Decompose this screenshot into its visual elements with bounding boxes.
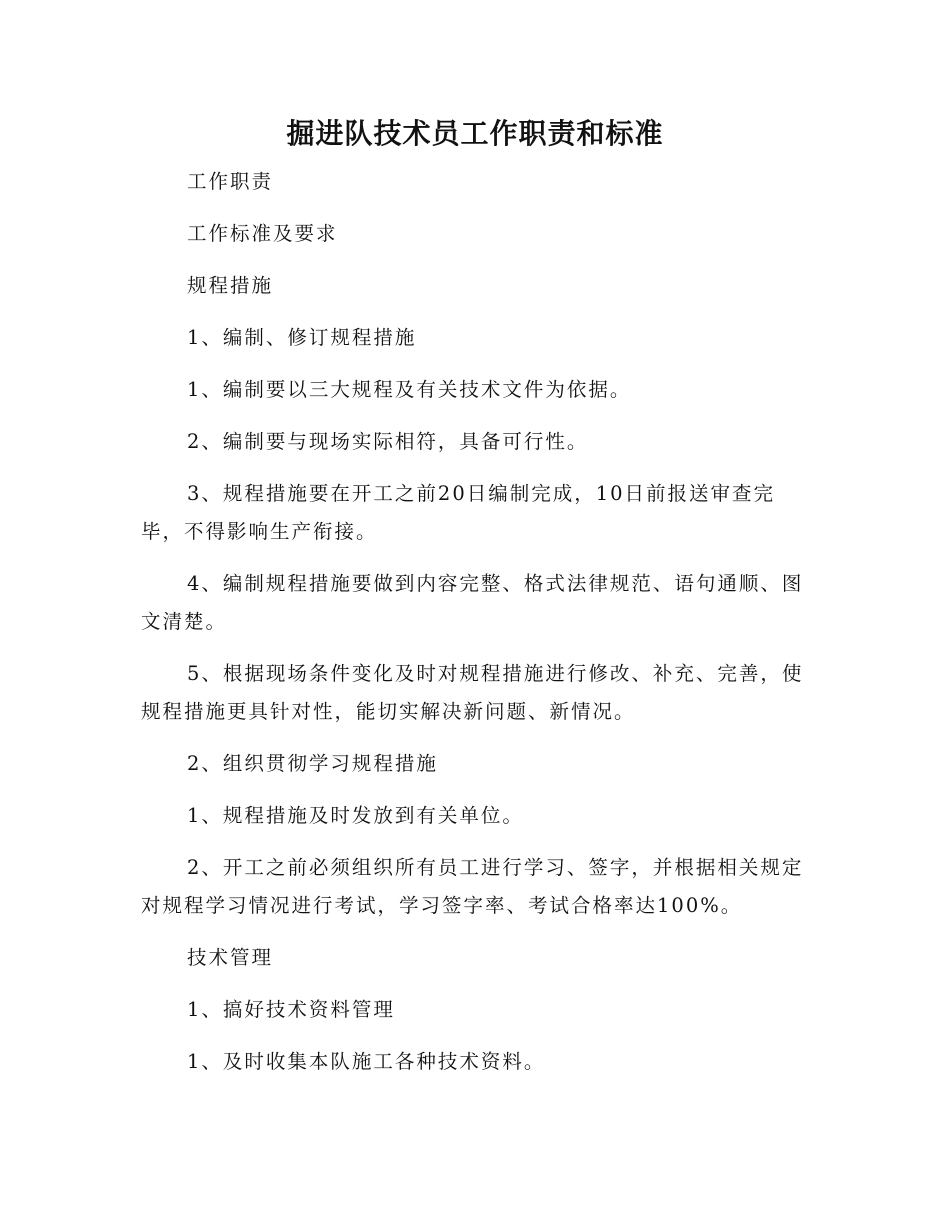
paragraph-heading-tech-management: 技术管理 xyxy=(187,946,274,969)
paragraph-item: 3、规程措施要在开工之前20日编制完成，10日前报送审查完毕，不得影响生产衔接。 xyxy=(141,482,776,543)
paragraph-subheading-compile: 1、编制、修订规程措施 xyxy=(187,326,417,349)
paragraph-subheading-study: 2、组织贯彻学习规程措施 xyxy=(187,752,438,775)
paragraph-item: 2、编制要与现场实际相符，具备可行性。 xyxy=(187,430,589,453)
document-title: 掘进队技术员工作职责和标准 xyxy=(286,117,664,150)
paragraph-heading-standards: 工作标准及要求 xyxy=(187,222,338,245)
paragraph-heading-duties: 工作职责 xyxy=(187,170,274,193)
paragraph-item: 1、规程措施及时发放到有关单位。 xyxy=(187,804,524,827)
paragraph-item: 1、编制要以三大规程及有关技术文件为依据。 xyxy=(187,378,632,401)
paragraph-item: 1、及时收集本队施工各种技术资料。 xyxy=(187,1050,546,1073)
paragraph-heading-regulations: 规程措施 xyxy=(187,274,274,297)
document-body xyxy=(141,163,809,1095)
paragraph-item: 5、根据现场条件变化及时对规程措施进行修改、补充、完善，使规程措施更具针对性，能切实解决新问题、新情况。 xyxy=(141,662,804,723)
paragraph-subheading-records: 1、搞好技术资料管理 xyxy=(187,998,395,1021)
paragraph-item: 4、编制规程措施要做到内容完整、格式法律规范、语句通顺、图文清楚。 xyxy=(141,572,804,633)
paragraph-item: 2、开工之前必须组织所有员工进行学习、签字，并根据相关规定对规程学习情况进行考试，学习签字率、考试合格率达100%。 xyxy=(141,856,804,917)
